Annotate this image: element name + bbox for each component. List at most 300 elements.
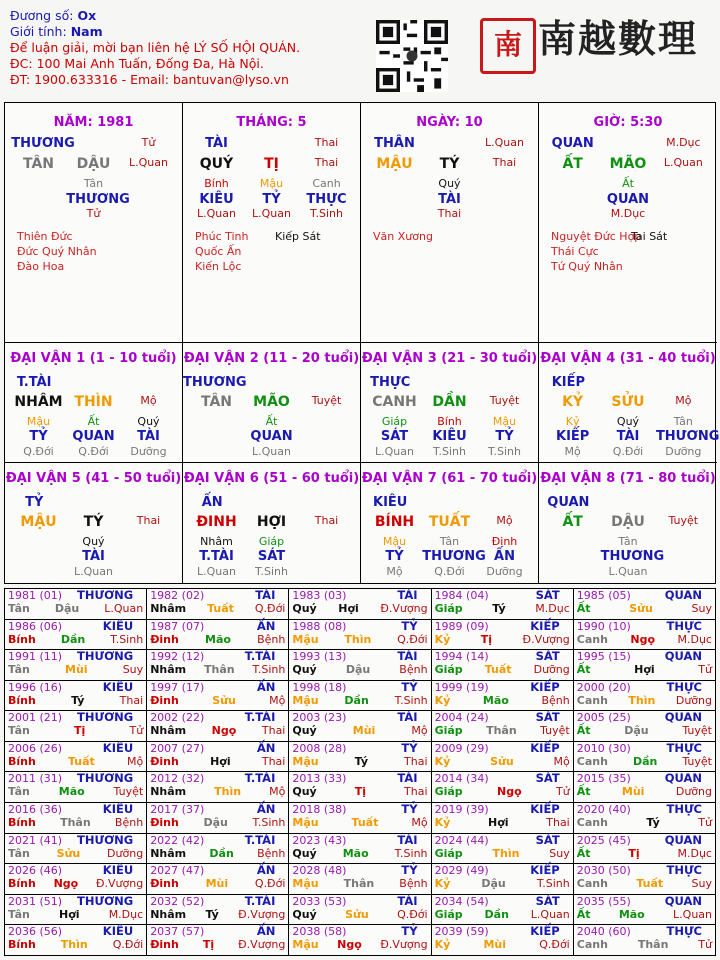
cell-value: Bính xyxy=(437,415,462,428)
cell-value: T.Sinh xyxy=(488,445,521,458)
cell-value: TÝ xyxy=(83,514,104,530)
year-stage: Tuyệt xyxy=(682,724,712,738)
year-cell[interactable] xyxy=(5,680,147,711)
star-name: Thiên Đức xyxy=(17,230,73,243)
year-row xyxy=(5,589,716,620)
year-label: 1993 (13) xyxy=(292,650,347,664)
year-stem: Nhâm xyxy=(150,907,187,921)
cell-value: Tử xyxy=(141,136,156,149)
year-stage: Bệnh xyxy=(257,846,286,860)
year-branch: Dậu xyxy=(345,663,371,677)
year-row xyxy=(5,772,716,803)
year-cell[interactable] xyxy=(5,650,147,681)
year-cell[interactable] xyxy=(289,741,431,772)
year-detail xyxy=(577,785,712,798)
cell-row xyxy=(545,136,711,151)
year-header xyxy=(435,864,570,877)
year-branch: Tị xyxy=(628,846,640,860)
cell-value: QUAN xyxy=(72,429,115,444)
year-detail xyxy=(8,908,143,921)
year-cell[interactable] xyxy=(147,772,289,803)
cell-value: Thai xyxy=(492,156,517,169)
year-stem: Canh xyxy=(576,693,608,707)
cell-value: Mộ xyxy=(496,514,513,527)
year-cell[interactable] xyxy=(5,711,147,742)
year-header xyxy=(150,864,285,877)
cell-value: KIÊU xyxy=(432,429,467,444)
cell-value: T.Sinh xyxy=(310,207,343,220)
year-label: 1995 (15) xyxy=(576,650,631,664)
year-branch: Mão xyxy=(205,632,231,646)
year-stage: Dưỡng xyxy=(107,846,144,860)
year-label: 2017 (37) xyxy=(150,803,205,817)
year-detail xyxy=(577,724,712,737)
year-stage: L.Quan xyxy=(530,907,570,921)
cell-value: TÀI xyxy=(205,136,228,151)
year-detail xyxy=(435,938,570,951)
year-star: QUAN xyxy=(664,649,702,664)
year-label: 1988 (08) xyxy=(292,619,347,633)
cell-value: L.Quan xyxy=(252,445,291,458)
auspicious-stars xyxy=(551,229,641,274)
cell-value: DẦN xyxy=(432,394,467,410)
year-header xyxy=(577,681,712,694)
year-cell[interactable] xyxy=(573,864,715,895)
dai-van-cell[interactable] xyxy=(183,343,361,463)
year-stem: Đinh xyxy=(150,693,179,707)
year-stage: Đ.Vượng xyxy=(380,938,428,952)
year-cell[interactable] xyxy=(431,589,573,620)
cell-value: TÂN xyxy=(22,156,54,172)
year-stem: Bính xyxy=(8,938,36,952)
year-cell[interactable] xyxy=(573,741,715,772)
cell-row xyxy=(367,565,532,578)
dai-van-top-star: ẤN xyxy=(201,495,223,510)
cell-value: Mộ xyxy=(140,394,157,407)
cell-value: Mộ xyxy=(386,565,403,578)
year-cell[interactable] xyxy=(573,711,715,742)
year-cell[interactable] xyxy=(147,619,289,650)
cell-value xyxy=(11,192,65,207)
cell-value: L.Quan xyxy=(197,207,236,220)
year-header xyxy=(577,650,712,663)
year-detail xyxy=(577,663,712,676)
year-stem: Quý xyxy=(292,846,317,860)
year-stage: M.Dục xyxy=(535,602,570,615)
year-header xyxy=(8,803,143,816)
auspicious-stars xyxy=(373,229,433,244)
dai-van-cell[interactable] xyxy=(183,463,361,583)
year-cell[interactable] xyxy=(289,925,431,956)
cell-value: L.Quan xyxy=(252,207,291,220)
year-cell[interactable] xyxy=(5,864,147,895)
year-cell[interactable] xyxy=(289,833,431,864)
year-branch: Hợi xyxy=(487,816,509,830)
year-cell[interactable] xyxy=(5,803,147,834)
year-branch: Tuất xyxy=(351,816,379,830)
cell-row xyxy=(545,192,711,207)
cell-value xyxy=(299,445,353,458)
year-label: 2036 (56) xyxy=(8,925,63,939)
year-detail xyxy=(292,602,427,615)
year-header xyxy=(150,803,285,816)
cell-value: QUAN xyxy=(250,429,293,444)
year-stem: Ất xyxy=(576,907,591,921)
year-stage: Dưỡng xyxy=(675,785,712,799)
year-star: T.TÀI xyxy=(244,710,276,725)
dai-van-cell[interactable] xyxy=(361,343,539,463)
year-star: ẤN xyxy=(256,924,276,939)
year-label: 1985 (05) xyxy=(576,589,631,602)
dai-van-title: ĐẠI VẬN 4 (31 - 40 tuổi) xyxy=(540,351,716,366)
year-cell[interactable] xyxy=(289,803,431,834)
year-row xyxy=(5,619,716,650)
year-star: THỰC xyxy=(666,802,702,817)
year-cell[interactable] xyxy=(431,680,573,711)
year-stem: Kỷ xyxy=(434,938,451,952)
year-cell[interactable] xyxy=(573,803,715,834)
year-header xyxy=(435,895,570,908)
cell-value: Tuyệt xyxy=(668,514,699,527)
gender-value: Nam xyxy=(70,24,103,39)
year-stem: Mậu xyxy=(292,938,319,952)
year-branch: Tị xyxy=(202,938,215,952)
year-cell[interactable] xyxy=(147,741,289,772)
year-stem: Đinh xyxy=(150,816,179,830)
cell-value: Thai xyxy=(437,207,462,220)
year-cell[interactable] xyxy=(431,925,573,956)
year-label: 2013 (33) xyxy=(292,772,347,786)
year-cell[interactable] xyxy=(289,589,431,620)
cell-row xyxy=(367,394,532,410)
year-cell[interactable] xyxy=(573,894,715,925)
dai-van-cell[interactable] xyxy=(539,463,717,583)
year-cell[interactable] xyxy=(5,925,147,956)
cell-value: L.Quan xyxy=(485,136,524,149)
year-star: TÀI xyxy=(397,710,418,725)
year-label: 2035 (55) xyxy=(576,894,631,908)
dai-van-title: ĐẠI VẬN 5 (41 - 50 tuổi) xyxy=(5,471,182,486)
year-cell[interactable] xyxy=(5,833,147,864)
year-branch: Mùi xyxy=(621,785,645,799)
year-detail xyxy=(292,663,427,676)
year-detail xyxy=(435,602,570,615)
year-label: 2027 (47) xyxy=(150,864,205,878)
year-stem: Mậu xyxy=(292,632,319,646)
year-stem: Giáp xyxy=(434,846,463,860)
year-branch: Ngọ xyxy=(497,785,522,799)
star-name: Đào Hoa xyxy=(17,260,65,273)
cell-value: Tuyệt xyxy=(311,394,342,407)
cell-value: ĐINH xyxy=(196,514,237,530)
year-detail xyxy=(577,908,712,921)
cell-row xyxy=(11,514,176,530)
year-cell[interactable] xyxy=(289,894,431,925)
year-star: KIÊU xyxy=(102,740,134,755)
year-stem: Nhâm xyxy=(150,663,187,677)
year-detail xyxy=(292,755,427,768)
cell-value: Mộ xyxy=(675,394,692,407)
year-cell[interactable] xyxy=(147,711,289,742)
cell-value: Dưỡng xyxy=(486,565,523,578)
year-stage: Mộ xyxy=(411,724,428,738)
year-star: SÁT xyxy=(535,893,560,908)
year-stem: Tân xyxy=(8,846,30,860)
cell-value xyxy=(11,535,65,548)
cell-value: ẤT xyxy=(562,514,583,530)
year-cell[interactable] xyxy=(147,894,289,925)
pillar-title: NGÀY: 10 xyxy=(416,115,483,130)
year-detail xyxy=(435,908,570,921)
year-star: KIÊU xyxy=(102,802,134,817)
dai-van-top-star: QUAN xyxy=(547,495,590,510)
year-stage: Đ.Vượng xyxy=(238,907,286,921)
year-stage: Mộ xyxy=(269,785,286,799)
year-cell[interactable] xyxy=(5,619,147,650)
year-header xyxy=(150,925,285,938)
year-branch: Sửu xyxy=(345,907,369,921)
year-label: 2029 (49) xyxy=(434,864,489,878)
year-stem: Kỷ xyxy=(434,754,451,768)
year-detail xyxy=(8,877,143,890)
year-branch: Thân xyxy=(637,938,669,952)
cell-value xyxy=(189,429,243,444)
pillar-cell[interactable] xyxy=(5,103,183,343)
year-cell[interactable] xyxy=(289,711,431,742)
year-cell[interactable] xyxy=(573,833,715,864)
year-cell[interactable] xyxy=(431,772,573,803)
year-detail xyxy=(292,694,427,707)
year-label: 2005 (25) xyxy=(576,711,631,725)
year-branch: Mùi xyxy=(483,938,507,952)
year-row xyxy=(5,925,716,956)
year-header xyxy=(292,772,427,785)
cell-value: THƯƠNG xyxy=(11,136,75,151)
year-branch: Dậu xyxy=(54,602,80,615)
cell-value: Kỷ xyxy=(565,415,580,428)
cell-row xyxy=(11,535,176,548)
year-branch: Sửu xyxy=(490,754,514,768)
year-star: KIẾP xyxy=(530,618,560,633)
star-name: Phúc Tinh xyxy=(195,230,249,243)
cell-value xyxy=(656,192,711,207)
year-star: ẤN xyxy=(256,802,276,817)
year-header xyxy=(435,772,570,785)
cell-value xyxy=(477,192,531,207)
year-header xyxy=(150,742,285,755)
cell-value: Bính xyxy=(204,177,229,190)
year-label: 1998 (18) xyxy=(292,680,347,694)
year-label: 1989 (09) xyxy=(434,619,489,633)
year-cell[interactable] xyxy=(431,803,573,834)
year-stem: Bính xyxy=(8,632,36,646)
year-cell[interactable] xyxy=(573,680,715,711)
year-detail xyxy=(150,847,285,860)
year-cell[interactable] xyxy=(573,925,715,956)
cell-value: Quý xyxy=(82,535,105,548)
cell-value xyxy=(656,565,711,578)
year-label: 2015 (35) xyxy=(576,772,631,786)
year-stem: Giáp xyxy=(434,907,463,921)
qr-code-icon[interactable] xyxy=(376,20,448,92)
cell-value xyxy=(545,207,600,220)
dai-van-cell[interactable] xyxy=(5,463,183,583)
year-cell[interactable] xyxy=(431,894,573,925)
year-detail xyxy=(292,785,427,798)
year-cell[interactable] xyxy=(289,680,431,711)
year-cell[interactable] xyxy=(431,650,573,681)
cell-value xyxy=(601,136,656,151)
pillar-cell[interactable] xyxy=(539,103,717,343)
cell-value: Dưỡng xyxy=(665,445,702,458)
cell-value: TUẤT xyxy=(428,514,471,530)
year-stem: Kỷ xyxy=(434,693,451,707)
year-stem: Tân xyxy=(8,907,30,921)
year-cell[interactable] xyxy=(289,619,431,650)
year-label: 1997 (17) xyxy=(150,680,205,694)
year-label: 2023 (43) xyxy=(292,833,347,847)
inauspicious-stars xyxy=(275,229,321,244)
year-cell[interactable] xyxy=(289,864,431,895)
year-stage: Thai xyxy=(546,816,570,830)
cell-value: M.Dục xyxy=(610,207,646,220)
year-cell[interactable] xyxy=(147,925,289,956)
cell-value: MẬU xyxy=(20,514,57,530)
pillar-cell[interactable] xyxy=(183,103,361,343)
pillar-cell[interactable] xyxy=(361,103,539,343)
year-stem: Ất xyxy=(576,846,591,860)
dai-van-cell[interactable] xyxy=(5,343,183,463)
year-label: 2026 (46) xyxy=(8,864,63,878)
year-detail xyxy=(150,816,285,829)
year-stem: Mậu xyxy=(292,754,319,768)
cell-value: Thai xyxy=(314,136,339,149)
pillar-title: NĂM: 1981 xyxy=(53,115,134,130)
year-detail xyxy=(150,694,285,707)
year-cell[interactable] xyxy=(5,772,147,803)
year-star: THỰC xyxy=(666,924,702,939)
year-stem: Mậu xyxy=(292,877,319,891)
dai-van-cell[interactable] xyxy=(539,343,720,463)
year-branch: Tý xyxy=(205,907,219,921)
year-stage: T.Sinh xyxy=(394,846,428,860)
year-star: ẤN xyxy=(256,863,276,878)
cell-value xyxy=(367,207,421,220)
star-name: Nguyệt Đức Hợp xyxy=(551,230,642,243)
year-cell[interactable] xyxy=(5,589,147,620)
year-cell[interactable] xyxy=(431,741,573,772)
cell-value xyxy=(656,535,711,548)
year-header xyxy=(435,742,570,755)
year-header xyxy=(292,681,427,694)
year-header xyxy=(435,711,570,724)
cell-value: TỶ xyxy=(385,549,404,564)
dai-van-title: ĐẠI VẬN 3 (21 - 30 tuổi) xyxy=(361,351,538,366)
year-branch: Tý xyxy=(354,754,368,768)
year-branch: Thân xyxy=(343,877,375,891)
year-cell[interactable] xyxy=(147,650,289,681)
year-star: THƯƠNG xyxy=(77,771,134,786)
year-cell[interactable] xyxy=(431,711,573,742)
year-label: 2038 (58) xyxy=(292,925,347,939)
year-star: TÀI xyxy=(255,588,276,602)
year-stage: Đ.Vượng xyxy=(95,877,144,891)
annual-years-table xyxy=(4,588,716,956)
cell-value xyxy=(656,549,711,564)
year-header xyxy=(577,772,712,785)
star-name: Tai Sát xyxy=(631,230,668,243)
cell-value: SÁT xyxy=(257,549,286,564)
year-header xyxy=(8,589,143,602)
year-header xyxy=(292,803,427,816)
cell-row xyxy=(367,192,532,207)
cell-value xyxy=(477,177,531,190)
dai-van-cell[interactable] xyxy=(361,463,539,583)
year-cell[interactable] xyxy=(431,833,573,864)
cell-value: Nhâm xyxy=(200,535,233,548)
year-cell[interactable] xyxy=(573,650,715,681)
year-header xyxy=(8,772,143,785)
year-stem: Kỷ xyxy=(434,877,451,891)
year-branch: Sửu xyxy=(212,693,236,707)
cell-value: ẤT xyxy=(562,156,583,172)
year-stage: Thai xyxy=(119,693,144,707)
year-cell[interactable] xyxy=(431,619,573,650)
cell-row xyxy=(11,177,176,190)
year-cell[interactable] xyxy=(147,864,289,895)
year-star: KIÊU xyxy=(102,618,134,633)
year-cell[interactable] xyxy=(573,589,715,620)
subject-label: Đương số: xyxy=(10,8,74,23)
cell-value: Thai xyxy=(314,156,339,169)
star-name: Quốc Ấn xyxy=(195,245,242,258)
year-branch: Tuất xyxy=(67,754,95,768)
year-cell[interactable] xyxy=(147,589,289,620)
year-cell[interactable] xyxy=(431,864,573,895)
year-stage: L.Quan xyxy=(673,907,712,921)
year-cell[interactable] xyxy=(147,833,289,864)
year-stage: T.Sinh xyxy=(252,663,286,677)
year-row xyxy=(5,650,716,681)
cell-value: Tân xyxy=(439,535,460,548)
year-cell[interactable] xyxy=(573,619,715,650)
year-cell[interactable] xyxy=(573,772,715,803)
cell-value: L.Quan xyxy=(129,156,168,169)
cell-value: Thai xyxy=(314,514,339,527)
cell-value: L.Quan xyxy=(74,565,113,578)
dai-van-top-star: THỰC xyxy=(370,375,411,390)
year-detail xyxy=(8,785,143,798)
year-cell[interactable] xyxy=(147,680,289,711)
year-star: THƯƠNG xyxy=(77,649,134,664)
cell-value: Mậu xyxy=(382,535,407,548)
dai-van-title: ĐẠI VẬN 7 (61 - 70 tuổi) xyxy=(361,471,538,486)
year-cell[interactable] xyxy=(289,650,431,681)
year-cell[interactable] xyxy=(5,894,147,925)
year-stage: Đ.Vượng xyxy=(238,938,286,952)
year-branch: Mão xyxy=(618,907,645,921)
year-cell[interactable] xyxy=(289,772,431,803)
year-label: 2007 (27) xyxy=(150,741,205,755)
cell-value xyxy=(121,565,175,578)
year-cell[interactable] xyxy=(147,803,289,834)
year-stem: Tân xyxy=(8,785,30,799)
year-star: THƯƠNG xyxy=(77,832,134,847)
year-star: TỶ xyxy=(401,863,418,878)
year-detail xyxy=(435,694,570,707)
year-cell[interactable] xyxy=(5,741,147,772)
year-header xyxy=(292,864,427,877)
